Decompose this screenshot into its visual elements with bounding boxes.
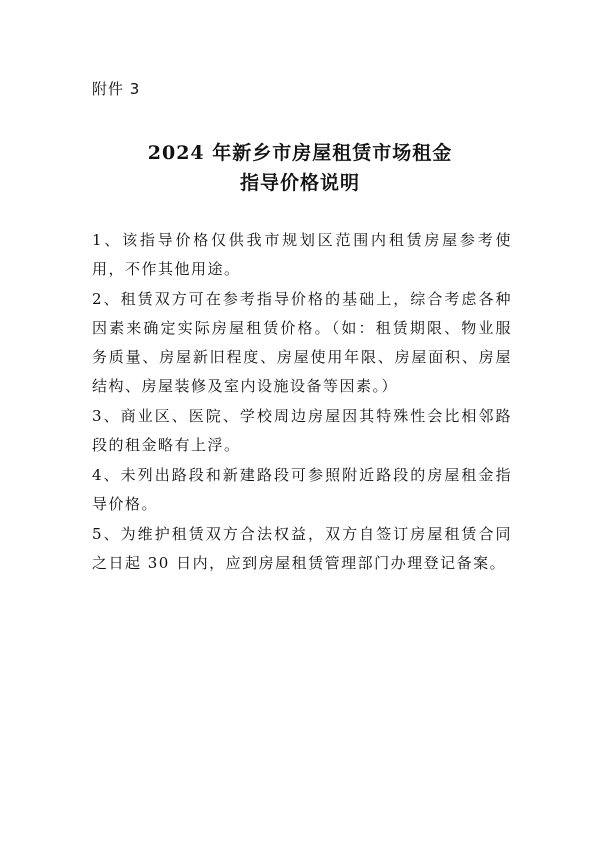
document-title: [0, 138, 600, 198]
title-line-1: 2024 年新乡市房屋租赁市场租金: [147, 142, 453, 164]
paragraph-4: 4、未列出路段和新建路段可参照附近路段的房屋租金指导价格。: [92, 466, 512, 513]
paragraph-5: 5、为维护租赁双方合法权益，双方自签订房屋租赁合同之日起 30 日内，应到房屋租赁管理部门办理登记备案。: [92, 525, 512, 572]
attachment-label: 附件 3: [92, 80, 141, 98]
paragraph-3: 3、商业区、医院、学校周边房屋因其特殊性会比相邻路段的租金略有上浮。: [92, 407, 512, 454]
title-line-2: 指导价格说明: [239, 172, 360, 194]
paragraph-1: 1、该指导价格仅供我市规划区范围内租赁房屋参考使用，不作其他用途。: [92, 231, 512, 278]
document-body: [92, 226, 512, 578]
paragraph-2: 2、租赁双方可在参考指导价格的基础上，综合考虑各种因素来确定实际房屋租赁价格。（如：租赁期限、物业服务质量、房屋新旧程度、房屋使用年限、房屋面积、房屋结构、房屋装修及室内设施设备等因素。）: [92, 290, 512, 395]
